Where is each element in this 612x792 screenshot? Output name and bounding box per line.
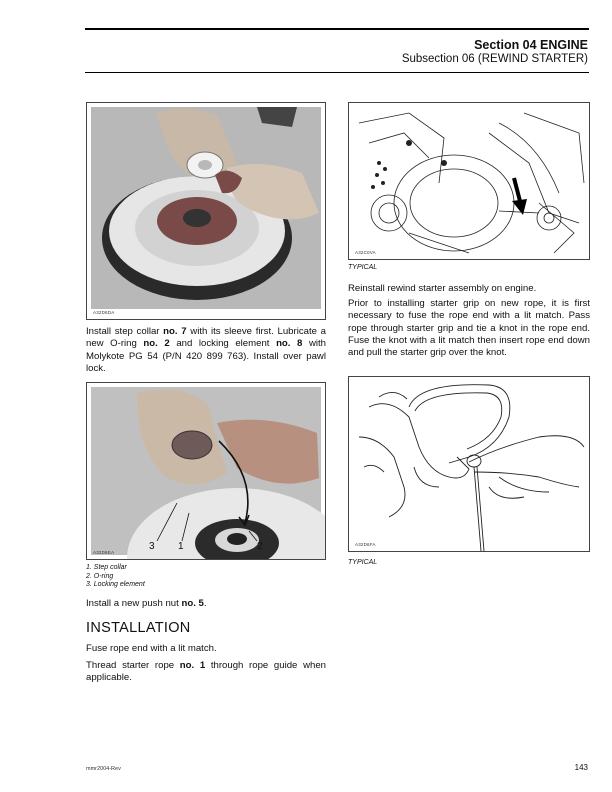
- paragraph-reinstall: Reinstall rewind starter assembly on engine.: [348, 283, 537, 294]
- footer-doc-id: mmr2004-Rev: [86, 766, 121, 772]
- figure-code: A32C0VA: [355, 250, 376, 255]
- step-collar-photo: [87, 103, 325, 319]
- section-heading: INSTALLATION: [86, 620, 191, 636]
- engine-line-drawing: [349, 103, 589, 259]
- figure-legend: [86, 564, 145, 590]
- paragraph-step-collar: Install step collar no. 7 with its sleeve first. Lubricate a new O-ring no. 2 and locking element no. 8 with Molykote PG 54 (P/N 420 899 763). Install over pawl lock.: [86, 326, 327, 374]
- caption-typical: TYPICAL: [348, 264, 378, 271]
- callout-2: 2: [257, 541, 263, 552]
- header-rule-bottom: [85, 72, 589, 73]
- section-title: Section 04 ENGINE: [474, 38, 588, 52]
- callout-3: 3: [149, 541, 155, 552]
- oring-photo: [87, 383, 325, 559]
- starter-grip-line-drawing: [349, 377, 589, 551]
- figure-starter-grip-drawing: [348, 376, 590, 552]
- figure-step-collar-photo: [86, 102, 326, 320]
- callout-1: 1: [178, 541, 184, 552]
- legend-item: 2. O-ring: [86, 572, 114, 580]
- paragraph-fuse-rope: Fuse rope end with a lit match.: [86, 643, 217, 654]
- figure-oring-photo: [86, 382, 326, 560]
- paragraph-starter-grip: Prior to installing starter grip on new rope, it is first necessary to fuse the rope end with a lit match. Pass rope through starter grip and tie a knot in the rope end. Fuse the knot with a lit match then insert rope end down and pull the starter grip over the knot.: [348, 298, 590, 359]
- caption-typical: TYPICAL: [348, 559, 378, 566]
- figure-code: A32D6FA: [355, 542, 376, 547]
- paragraph-thread-rope: Thread starter rope no. 1 through rope guide when applicable.: [86, 660, 326, 684]
- figure-engine-drawing: [348, 102, 590, 260]
- page-number: 143: [574, 763, 588, 772]
- legend-item: 1. Step collar: [86, 564, 127, 571]
- legend-item: 3. Locking element: [86, 581, 145, 589]
- subsection-title: Subsection 06 (REWIND STARTER): [401, 53, 588, 65]
- paragraph-push-nut: Install a new push nut no. 5.: [86, 598, 207, 609]
- figure-code: A32D6DA: [93, 310, 115, 315]
- figure-code: A32D6EA: [93, 550, 115, 555]
- header-rule: [85, 28, 589, 30]
